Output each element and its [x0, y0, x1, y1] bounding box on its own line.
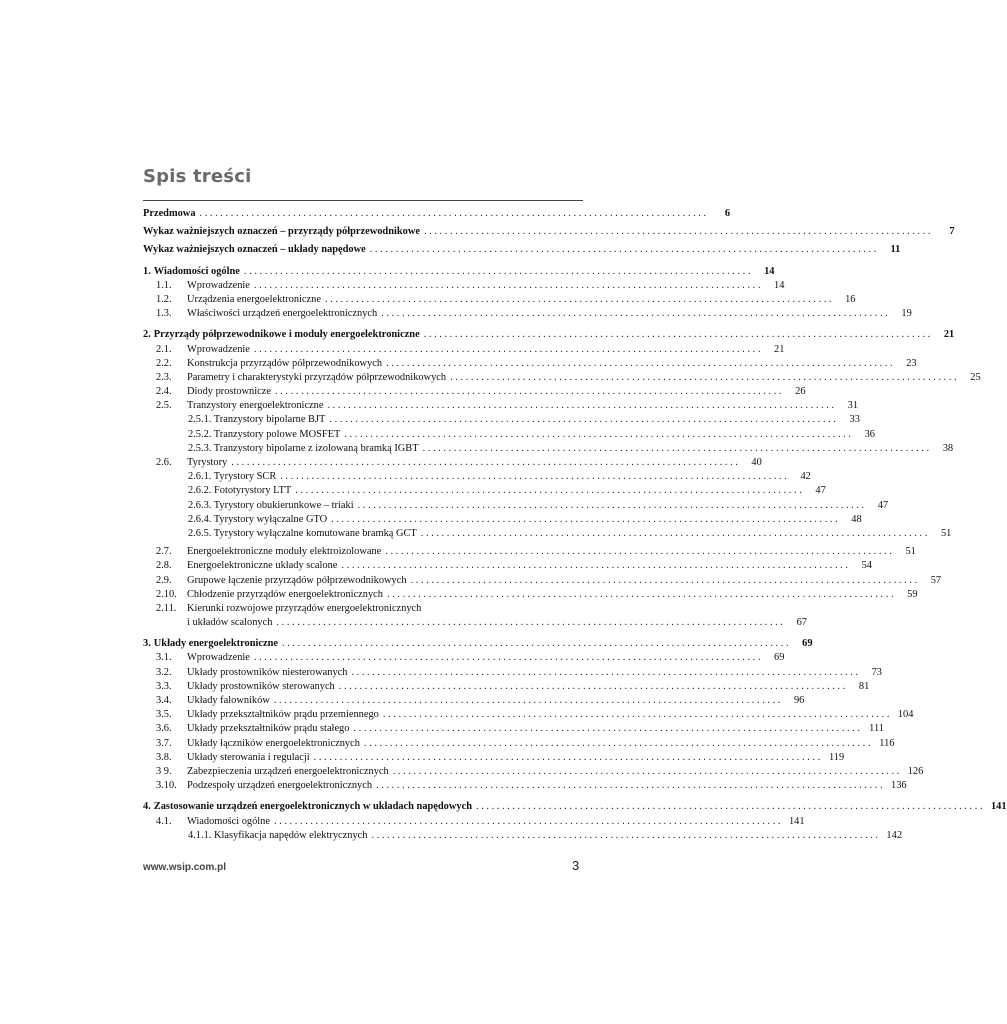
- toc-entry[interactable]: [143, 484, 826, 498]
- toc-entry-title: 2.6.3. Tyrystory obukierunkowe – triaki: [188, 499, 354, 511]
- toc-entry-page: 48: [851, 513, 862, 525]
- toc-entry[interactable]: [143, 442, 954, 456]
- toc-entry-title: Przedmowa: [143, 208, 196, 219]
- toc-entry-number: 3.6.: [156, 723, 172, 735]
- toc-entry-title: 2.5.1. Tranzystory bipolarne BJT: [188, 414, 326, 426]
- toc-leader-dots: [254, 343, 761, 357]
- toc-entry[interactable]: [143, 499, 889, 513]
- toc-entry-title: Energoelektroniczne układy scalone: [187, 560, 338, 572]
- toc-entry-title: Układy energoelektroniczne: [153, 638, 278, 650]
- toc-entry-title: 4.1.1. Klasyfikacja napędów elektrycznych: [188, 829, 368, 841]
- toc-entry-title: Tyrystory: [187, 457, 228, 468]
- toc-entry-page: 40: [751, 457, 762, 468]
- toc-entry-number: 2.1.: [156, 343, 172, 355]
- toc-leader-dots: [411, 574, 918, 588]
- toc-entry-title: Układy łączników energoelektronicznych: [187, 737, 360, 749]
- toc-entry-page: 23: [906, 357, 917, 369]
- toc-leader-dots: [371, 829, 878, 843]
- toc-entry-page: 136: [891, 780, 907, 792]
- toc-leader-dots: [282, 637, 789, 651]
- toc-leader-dots: [423, 442, 930, 456]
- toc-entry[interactable]: [143, 456, 762, 470]
- toc-entry-title: Przyrządy półprzewodnikowe i moduły energoelektroniczne: [153, 329, 420, 341]
- toc-entry-title: Chłodzenie przyrządów energoelektronicznych: [187, 588, 383, 600]
- toc-entry-title: Układy przekształtników prądu stałego: [187, 723, 350, 735]
- toc-leader-dots: [331, 513, 838, 527]
- toc-entry[interactable]: [143, 279, 785, 293]
- toc-entry-title: Konstrukcja przyrządów półprzewodnikowych: [187, 357, 383, 369]
- toc-entry[interactable]: [143, 751, 845, 765]
- toc-entry[interactable]: [143, 602, 580, 616]
- toc-entry[interactable]: [143, 207, 731, 221]
- toc-entry-page: 31: [847, 400, 859, 412]
- toc-entry-number: 2.5.: [156, 400, 172, 412]
- toc-entry-page: 111: [869, 723, 884, 735]
- toc-leader-dots: [295, 484, 802, 498]
- toc-entry-title: Zastosowanie urządzeń energoelektronicznych w układach napędowych: [153, 801, 472, 813]
- toc-entry-number: 3.: [143, 638, 151, 650]
- page-title: Spis treści: [143, 166, 252, 187]
- toc-leader-dots: [329, 413, 836, 427]
- toc-entry-number: 3.10.: [156, 780, 177, 792]
- toc-entry-page: 21: [774, 343, 785, 355]
- toc-entry-page: 51: [940, 527, 952, 539]
- toc-leader-dots: [353, 722, 860, 736]
- toc-entry-title: 2.6.2. Fototyrystory LTT: [188, 485, 292, 497]
- toc-entry-page: 104: [897, 709, 914, 721]
- toc-entry-title: Wykaz ważniejszych oznaczeń – przyrządy półprzewodnikowe: [143, 226, 420, 238]
- toc-entry-title: Wykaz ważniejszych oznaczeń – układy napędowe: [143, 244, 366, 256]
- toc-entry-number: 2.11.: [156, 602, 177, 614]
- toc-leader-dots: [450, 371, 957, 385]
- toc-entry-title: Właściwości urządzeń energoelektronicznych: [187, 308, 378, 320]
- toc-entry-number: 3.8.: [156, 751, 172, 763]
- toc-leader-dots: [254, 279, 761, 293]
- toc-entry-number: 2.: [143, 329, 151, 341]
- toc-entry[interactable]: [143, 737, 895, 751]
- toc-entry-title: Parametry i charakterystyki przyrządów półprzewodnikowych: [187, 371, 447, 383]
- toc-entry[interactable]: [143, 829, 903, 843]
- toc-entry-title: Kierunki rozwojowe przyrządów energoelektronicznych: [187, 602, 422, 614]
- toc-entry[interactable]: [143, 680, 870, 694]
- toc-entry-number: 4.: [143, 801, 151, 813]
- toc-entry[interactable]: [143, 651, 785, 665]
- toc-entry[interactable]: [143, 559, 872, 573]
- toc-entry[interactable]: [143, 371, 981, 385]
- toc-entry-page: 47: [815, 485, 826, 497]
- toc-entry-number: 2.10.: [156, 588, 177, 600]
- toc-entry[interactable]: [143, 666, 882, 680]
- toc-entry-title: Układy prostowników sterowanych: [187, 680, 335, 692]
- toc-leader-dots: [275, 385, 782, 399]
- toc-entry-page: 141: [788, 815, 805, 827]
- toc-entry-page: 6: [724, 208, 731, 219]
- toc-entry-title: Wprowadzenie: [187, 279, 250, 291]
- toc-entry-page: 7: [949, 226, 955, 238]
- toc-entry-title: Układy falowników: [187, 695, 270, 706]
- toc-entry[interactable]: [143, 765, 924, 779]
- toc-entry-page: 25: [970, 371, 981, 383]
- toc-entry[interactable]: [143, 343, 785, 357]
- toc-leader-dots: [424, 328, 931, 342]
- toc-leader-dots: [381, 307, 888, 321]
- toc-leader-dots: [274, 815, 781, 829]
- toc-leader-dots: [351, 666, 858, 680]
- toc-leader-dots: [364, 737, 871, 751]
- toc-entry-number: 3.3.: [156, 680, 172, 692]
- toc-entry-title: Grupowe łączenie przyrządów półprzewodnikowych: [187, 574, 407, 586]
- toc-leader-dots: [383, 708, 890, 722]
- toc-entry[interactable]: [143, 513, 862, 527]
- toc-leader-dots: [370, 243, 877, 257]
- toc-entry-number: 2.8.: [156, 560, 172, 572]
- toc-entry-title: Energoelektroniczne moduły elektroizolowane: [187, 546, 382, 558]
- toc-entry-title: 2.6.5. Tyrystory wyłączalne komutowane bramką GCT: [188, 527, 417, 539]
- toc-entry-number: 3.7.: [156, 737, 172, 749]
- toc-entry-page: 116: [879, 737, 895, 749]
- toc-leader-dots: [314, 751, 821, 765]
- toc-entry[interactable]: [143, 307, 912, 321]
- toc-entry-number: 2.7.: [156, 546, 172, 558]
- toc-entry-number: 3.2.: [156, 666, 172, 678]
- toc-leader-dots: [386, 357, 893, 371]
- toc-entry-page: 142: [886, 829, 903, 841]
- toc-entry-page: 11: [890, 244, 901, 256]
- toc-leader-dots: [231, 456, 738, 470]
- toc-leader-dots: [339, 680, 846, 694]
- toc-entry-page: 73: [871, 666, 882, 678]
- toc-leader-dots: [244, 265, 751, 279]
- toc-entry-number: 3.4.: [156, 695, 172, 706]
- toc-entry-title: 2.5.3. Tranzystory bipolarne z izolowaną bramką IGBT: [188, 442, 419, 454]
- toc-leader-dots: [385, 545, 892, 559]
- toc-entry-number: 2.9.: [156, 574, 172, 586]
- toc-entry-number: 1.1.: [156, 279, 172, 291]
- toc-entry[interactable]: [143, 722, 884, 736]
- toc-leader-dots: [421, 527, 928, 541]
- toc-entry-page: 54: [861, 560, 872, 572]
- toc-entry-page: 19: [901, 308, 912, 320]
- toc-leader-dots: [393, 765, 900, 779]
- toc-entry[interactable]: [143, 588, 918, 602]
- toc-entry[interactable]: [143, 815, 805, 829]
- toc-entry-page: 67: [796, 617, 807, 629]
- toc-leader-dots: [274, 694, 781, 708]
- toc-entry[interactable]: [143, 293, 856, 307]
- toc-entry-title: Układy prostowników niesterowanych: [187, 666, 348, 678]
- toc-entry-title: Wprowadzenie: [187, 343, 250, 355]
- toc-entry-page: 119: [828, 751, 845, 763]
- toc-entry[interactable]: [143, 385, 806, 399]
- toc-leader-dots: [325, 293, 832, 307]
- toc-entry-title: Wprowadzenie: [187, 652, 250, 664]
- toc-entry[interactable]: [143, 527, 952, 541]
- toc-entry[interactable]: [143, 357, 917, 371]
- toc-entry[interactable]: [143, 428, 875, 442]
- toc-entry-number: 2.2.: [156, 357, 172, 369]
- toc-entry-page: 38: [942, 442, 954, 454]
- toc-leader-dots: [476, 800, 983, 814]
- toc-leader-dots: [341, 559, 848, 573]
- toc-entry-number: 2.3.: [156, 371, 172, 383]
- toc-entry-title: Urządzenia energoelektroniczne: [187, 293, 321, 305]
- toc-entry[interactable]: [143, 708, 914, 722]
- table-of-contents: [143, 207, 1007, 843]
- toc-entry[interactable]: [143, 616, 807, 630]
- toc-entry-number: 1.3.: [156, 308, 172, 320]
- toc-leader-dots: [376, 779, 883, 793]
- toc-entry-page: 47: [877, 499, 889, 511]
- toc-entry-number: 3.1.: [156, 652, 172, 664]
- toc-leader-dots: [358, 499, 865, 513]
- toc-leader-dots: [327, 399, 834, 413]
- toc-entry-title: Zabezpieczenia urządzeń energoelektronicznych: [187, 765, 389, 777]
- toc-entry-page: 81: [858, 680, 870, 692]
- toc-entry[interactable]: [143, 328, 955, 342]
- toc-entry-title: Układy przekształtników prądu przemiennego: [187, 709, 379, 721]
- toc-entry-title: 2.5.2. Tranzystory polowe MOSFET: [188, 428, 341, 440]
- toc-entry-number: 2.6.: [156, 457, 172, 468]
- toc-entry-page: 26: [795, 386, 806, 398]
- toc-entry-title: Wiadomości ogólne: [153, 265, 240, 277]
- toc-entry-page: 51: [905, 546, 916, 558]
- toc-entry-page: 16: [845, 293, 856, 305]
- toc-entry-page: 57: [930, 574, 942, 586]
- toc-entry-page: 42: [800, 471, 811, 483]
- toc-entry-title: Podzespoły urządzeń energoelektronicznych: [187, 780, 373, 792]
- toc-entry-title: Tranzystory energoelektroniczne: [187, 400, 324, 412]
- toc-leader-dots: [344, 428, 851, 442]
- toc-entry[interactable]: [143, 779, 907, 793]
- toc-entry-page: 69: [802, 638, 813, 650]
- toc-entry[interactable]: [143, 694, 805, 708]
- toc-entry[interactable]: [143, 243, 901, 257]
- toc-leader-dots: [387, 588, 894, 602]
- toc-entry-page: 21: [943, 329, 955, 341]
- toc-entry[interactable]: [143, 800, 1007, 814]
- toc-entry-number: 4.1.: [156, 815, 172, 827]
- toc-entry-page: 14: [774, 279, 785, 291]
- toc-entry-page: 14: [764, 265, 775, 277]
- toc-entry[interactable]: [143, 545, 916, 559]
- toc-entry-title: 2.6.1. Tyrystory SCR: [188, 471, 277, 483]
- toc-entry-number: 3 9.: [156, 765, 172, 777]
- toc-leader-dots: [254, 651, 761, 665]
- toc-entry-number: 1.2.: [156, 293, 172, 305]
- toc-entry[interactable]: [143, 399, 859, 413]
- toc-entry-page: 36: [864, 428, 875, 440]
- toc-entry-title: 2.6.4. Tyrystory wyłączalne GTO: [188, 513, 328, 525]
- toc-leader-dots: [200, 207, 707, 221]
- toc-entry[interactable]: [143, 413, 860, 427]
- toc-entry-number: 2.4.: [156, 386, 172, 398]
- toc-entry-number: 1.: [143, 265, 151, 277]
- toc-entry-page: 96: [793, 695, 805, 706]
- toc-entry-title: Układy sterowania i regulacji: [187, 751, 310, 763]
- toc-entry-number: 3.5.: [156, 709, 172, 721]
- toc-entry-title: Diody prostownicze: [187, 386, 271, 398]
- footer-url: www.wsip.com.pl: [143, 862, 226, 873]
- toc-leader-dots: [424, 225, 931, 239]
- toc-entry[interactable]: [143, 225, 955, 239]
- toc-entry-title: Wiadomości ogólne: [187, 815, 270, 827]
- toc-entry-page: 33: [849, 414, 860, 426]
- toc-leader-dots: [280, 470, 787, 484]
- toc-entry-page: 141: [990, 801, 1007, 813]
- toc-entry-page: 59: [907, 588, 918, 600]
- toc-entry[interactable]: [143, 265, 775, 279]
- footer-page-number: 3: [572, 858, 580, 873]
- toc-entry[interactable]: [143, 470, 811, 484]
- toc-entry[interactable]: [143, 574, 942, 588]
- toc-entry[interactable]: [143, 637, 813, 651]
- toc-entry-title: i układów scalonych: [187, 617, 273, 629]
- toc-entry-page: 126: [907, 765, 924, 777]
- toc-leader-dots: [276, 616, 783, 630]
- toc-entry-page: 69: [774, 652, 785, 664]
- title-divider: [143, 200, 583, 201]
